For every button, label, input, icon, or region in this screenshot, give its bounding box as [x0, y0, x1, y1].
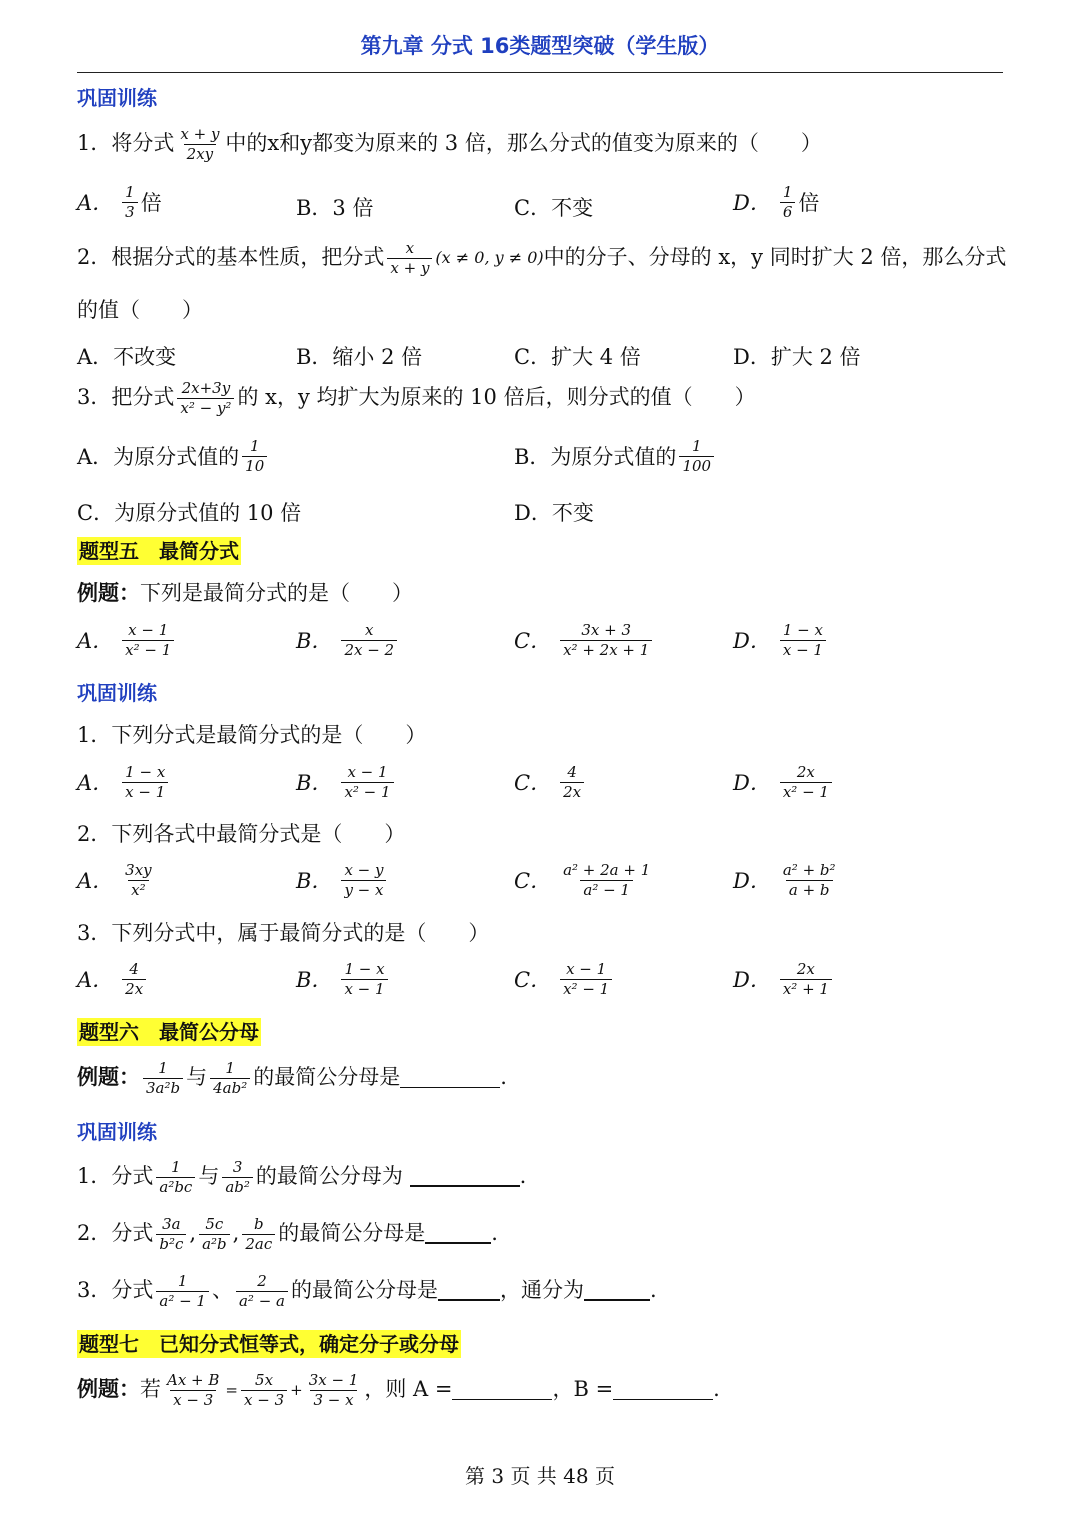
fraction: 3x + 3 x² + 2x + 1 — [560, 622, 652, 658]
option-b: B． x 2x − 2 — [296, 622, 400, 658]
question-1 — [77, 126, 822, 162]
question-text: 中的x和y都变为原来的 3 倍，那么分式的值变为原来的（ ） — [225, 131, 822, 156]
answer-blank[interactable] — [613, 1381, 713, 1400]
option-b: B． x − 1 x² − 1 — [296, 764, 397, 800]
section-heading: 巩固训练 — [77, 681, 157, 705]
fraction: x 2x − 2 — [341, 622, 397, 658]
option-b: B． x − y y − x — [296, 862, 389, 898]
fraction: x − 1 x² − 1 — [560, 961, 612, 997]
option-b: B．3 倍 — [296, 196, 374, 220]
option-d: D．不变 — [514, 501, 594, 525]
option-b: B．为原分式值的 1 100 — [514, 438, 717, 474]
fraction: 2x x² + 1 — [780, 961, 832, 997]
question-3: 3．把分式 2x+3y x² − y² 的 x，y 均扩大为原来的 10 倍后，则分式的值（ ） — [77, 379, 756, 417]
answer-blank[interactable] — [438, 1281, 500, 1301]
example: 例题： 1 3a²b 与 1 4ab² 的最简公分母是 . — [77, 1059, 507, 1097]
question-2: 2．根据分式的基本性质，把分式 x x + y (x ≠ 0, y ≠ 0) 中的分子、分母的 x，y 同时扩大 2 倍，那么分式 — [77, 239, 1007, 277]
fraction: 4 2x — [560, 764, 584, 800]
fraction: a² + 2a + 1 a² − 1 — [563, 861, 651, 899]
fraction: x − 1 x² − 1 — [341, 764, 393, 800]
section-heading: 题型五 最简分式 — [79, 539, 239, 563]
fraction: x − 1 x² − 1 — [122, 622, 174, 658]
option-c: C．不变 — [514, 196, 594, 220]
option-c: C． x − 1 x² − 1 — [514, 961, 615, 997]
option-a: A． x − 1 x² − 1 — [77, 622, 177, 658]
fraction: 3xy x² — [125, 861, 152, 899]
question-2-cont: 的值（ ） — [77, 298, 203, 322]
option-a: A．为原分式值的 1 10 — [77, 438, 270, 474]
page-footer: 第 3 页 共 48 页 — [465, 1464, 615, 1488]
question-1: 1．分式 1 a²bc 与 3 ab² 的最简公分母为 . — [77, 1158, 527, 1196]
fraction: x + y 2xy — [180, 125, 220, 163]
option-a: A． 3xy x² — [77, 862, 158, 898]
fraction: a² + b² a + b — [782, 861, 836, 899]
header-rule — [77, 72, 1003, 73]
option-b: B． 1 − x x − 1 — [296, 961, 391, 997]
option-d: D． 1 − x x − 1 — [733, 622, 829, 658]
answer-blank[interactable] — [410, 1167, 520, 1187]
option-c: C． a² + 2a + 1 a² − 1 — [514, 862, 656, 898]
option-d: D． 2x x² + 1 — [733, 961, 835, 997]
fraction: 2x x² − 1 — [780, 764, 832, 800]
option-d: D． a² + b² a + b — [733, 862, 842, 898]
fraction: 1 − x x − 1 — [341, 961, 387, 997]
fraction: x x + y — [387, 240, 432, 276]
answer-blank[interactable] — [400, 1069, 500, 1088]
question-3: 3．分式 1 a² − 1 、 2 a² − a 的最简公分母是 ，通分为 . — [77, 1272, 657, 1310]
answer-blank[interactable] — [584, 1281, 650, 1301]
section-heading: 题型七 已知分式恒等式，确定分子或分母 — [79, 1332, 459, 1356]
fraction: 2x+3y x² − y² — [177, 380, 234, 416]
example: 例题： 下列是最简分式的是（ ） — [77, 581, 413, 605]
question-3: 3．下列分式中，属于最简分式的是（ ） — [77, 921, 490, 945]
fraction: 1 − x x − 1 — [780, 622, 826, 658]
option-a: A． 1 3 倍 — [77, 183, 162, 221]
option-a: A． 4 2x — [77, 961, 149, 997]
question-2: 2．分式 3a b²c , 5c a²b , b 2ac 的最简公分母是 . — [77, 1215, 498, 1253]
option-c: C． 4 2x — [514, 764, 587, 800]
question-1: 1．下列分式是最简分式的是（ ） — [77, 723, 427, 747]
option-c: C．扩大 4 倍 — [514, 345, 641, 369]
answer-blank[interactable] — [452, 1381, 552, 1400]
option-c: C．为原分式值的 10 倍 — [77, 501, 302, 525]
question-2: 2．下列各式中最简分式是（ ） — [77, 822, 406, 846]
option-d: D． 2x x² − 1 — [733, 764, 835, 800]
option-b: B．缩小 2 倍 — [296, 345, 423, 369]
section-heading: 题型六 最简公分母 — [79, 1020, 259, 1044]
option-a: A．不改变 — [77, 345, 177, 369]
section-heading: 巩固训练 — [77, 1120, 157, 1144]
option-d: D． 1 6 倍 — [733, 183, 820, 221]
fraction: 4 2x — [122, 961, 146, 997]
answer-blank[interactable] — [425, 1224, 491, 1244]
page-header: 第九章 分式 16类题型突破（学生版） — [360, 34, 720, 58]
fraction: x − y y − x — [341, 862, 386, 898]
option-a: A． 1 − x x − 1 — [77, 764, 171, 800]
option-d: D．扩大 2 倍 — [733, 345, 861, 369]
fraction: 1 − x x − 1 — [122, 764, 168, 800]
example: 例题： 若 $\frac{Ax + B}{x - 3}$ = $\frac{5x}{x - 3}$ + $\frac{3x - 1}{3 - x}$ ，则 A = ，B = . — [77, 1371, 720, 1409]
option-c: C． 3x + 3 x² + 2x + 1 — [514, 622, 655, 658]
question-text: 1．将分式 — [77, 131, 175, 156]
section-heading: 巩固训练 — [77, 86, 157, 110]
